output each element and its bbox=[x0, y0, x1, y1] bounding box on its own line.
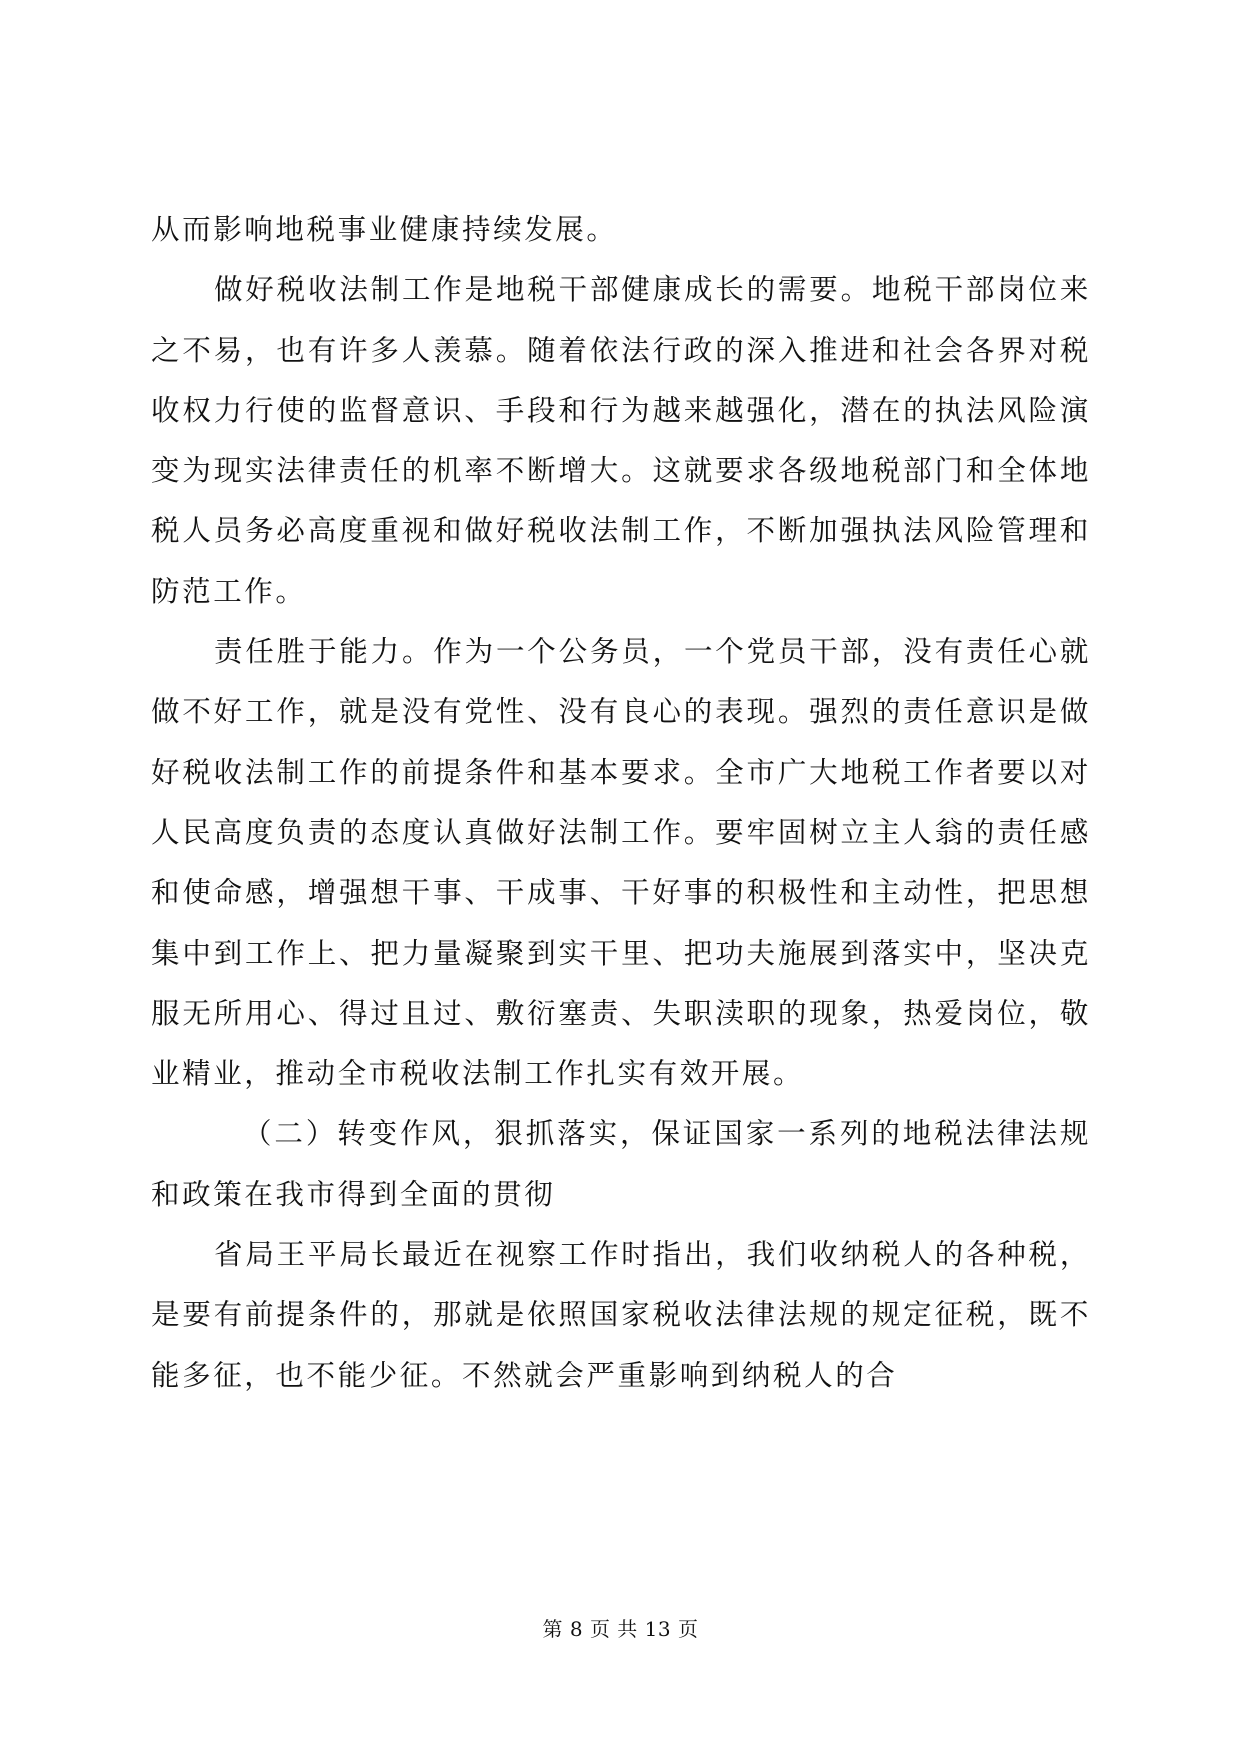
section-heading-two: （二）转变作风，狠抓落实，保证国家一系列的地税法律法规和政策在我市得到全面的贯彻 bbox=[151, 1117, 1091, 1211]
paragraph-director-remarks: 省局王平局长最近在视察工作时指出，我们收纳税人的各种税，是要有前提条件的，那就是依照国家税收法律法规的规定征税，既不能多征，也不能少征。不然就会严重影响到纳税人的合 bbox=[151, 1238, 1091, 1392]
page-number-footer: 第 8 页 共 13 页 bbox=[542, 1617, 699, 1641]
paragraph-continuation: 从而影响地税事业健康持续发展。 bbox=[151, 213, 618, 246]
paragraph-legal-work-need: 做好税收法制工作是地税干部健康成长的需要。地税干部岗位来之不易，也有许多人羡慕。随着依法行政的深入推进和社会各界对税收权力行使的监督意识、手段和行为越来越强化，潜在的执法风险演变为现实法律责任的机率不断增大。这就要求各级地税部门和全体地税人员务必高度重视和做好税收法制工作，不断加强执法风险管理和防范工作。 bbox=[151, 273, 1091, 608]
document-body bbox=[151, 200, 1091, 1406]
paragraph-responsibility: 责任胜于能力。作为一个公务员，一个党员干部，没有责任心就做不好工作，就是没有党性、没有良心的表现。强烈的责任意识是做好税收法制工作的前提条件和基本要求。全市广大地税工作者要以对人民高度负责的态度认真做好法制工作。要牢固树立主人翁的责任感和使命感，增强想干事、干成事、干好事的积极性和主动性，把思想集中到工作上、把力量凝聚到实干里、把功夫施展到落实中，坚决克服无所用心、得过且过、敷衍塞责、失职渎职的现象，热爱岗位，敬业精业，推动全市税收法制工作扎实有效开展。 bbox=[151, 635, 1091, 1091]
